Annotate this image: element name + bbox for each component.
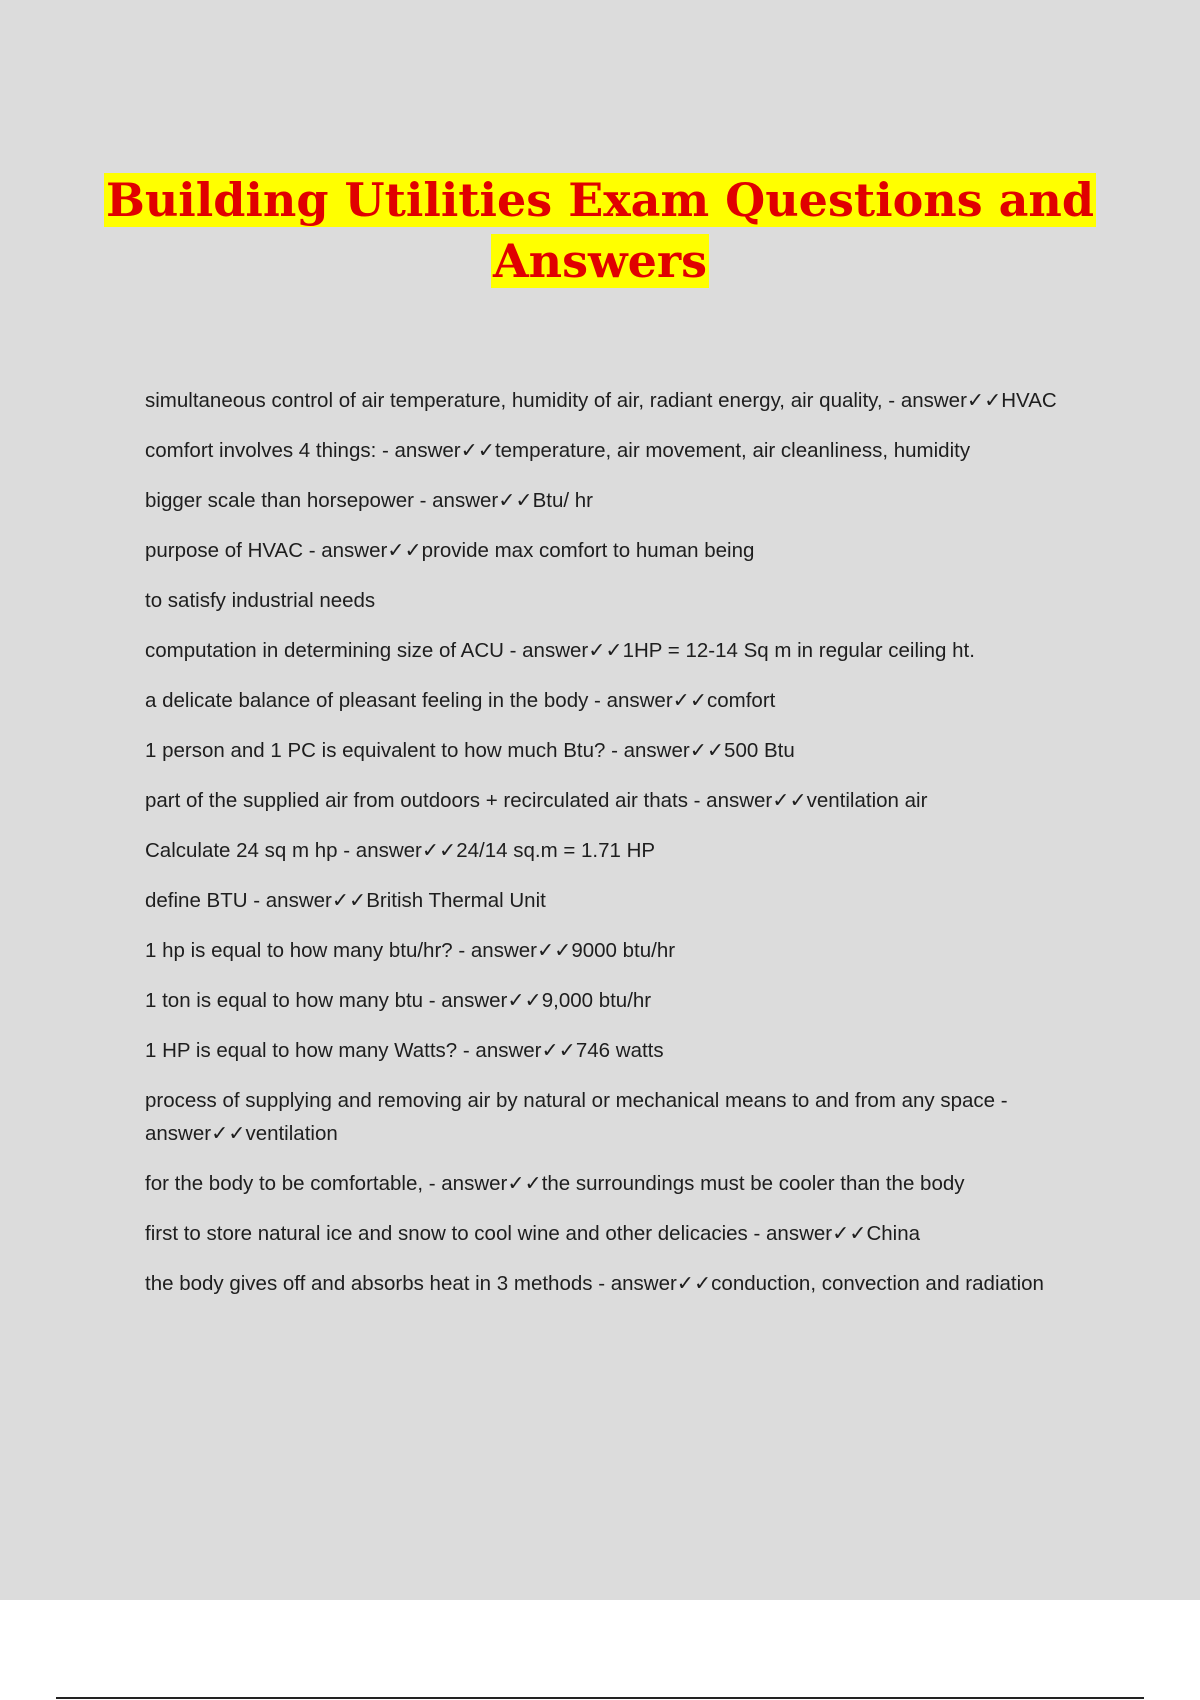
qa-item: Calculate 24 sq m hp - answer✓✓24/14 sq.m = 1.71 HP (145, 839, 656, 862)
title-line-2: Answers (492, 234, 708, 288)
title-line-1: Building Utilities Exam Questions and (105, 173, 1095, 227)
qa-item: 1 person and 1 PC is equivalent to how much Btu? - answer✓✓500 Btu (145, 739, 795, 762)
qa-list (145, 384, 1080, 1317)
qa-item: comfort involves 4 things: - answer✓✓temperature, air movement, air cleanliness, humidity (145, 439, 971, 462)
qa-item: first to store natural ice and snow to cool wine and other delicacies - answer✓✓China (145, 1222, 921, 1245)
qa-item: purpose of HVAC - answer✓✓provide max comfort to human being (145, 539, 755, 562)
qa-item: process of supplying and removing air by natural or mechanical means to and from any space - answer✓✓ventilation (145, 1089, 1008, 1145)
footer-divider (56, 1697, 1144, 1699)
qa-item: a delicate balance of pleasant feeling in the body - answer✓✓comfort (145, 689, 776, 712)
qa-item: 1 ton is equal to how many btu - answer✓✓9,000 btu/hr (145, 989, 652, 1012)
qa-item: define BTU - answer✓✓British Thermal Unit (145, 889, 546, 912)
qa-item: the body gives off and absorbs heat in 3 methods - answer✓✓conduction, convection and radiation (145, 1272, 1044, 1295)
qa-item: computation in determining size of ACU - answer✓✓1HP = 12-14 Sq m in regular ceiling ht. (145, 639, 975, 662)
page-title (0, 170, 1200, 292)
qa-item: 1 hp is equal to how many btu/hr? - answer✓✓9000 btu/hr (145, 939, 676, 962)
qa-item: part of the supplied air from outdoors + recirculated air thats - answer✓✓ventilation air (145, 789, 928, 812)
qa-item: bigger scale than horsepower - answer✓✓Btu/ hr (145, 489, 593, 512)
qa-item: simultaneous control of air temperature, humidity of air, radiant energy, air quality, - answer✓✓HVAC (145, 389, 1057, 412)
qa-item: 1 HP is equal to how many Watts? - answer✓✓746 watts (145, 1039, 664, 1062)
page-footer-area (0, 1600, 1200, 1700)
qa-item: to satisfy industrial needs (145, 589, 376, 612)
qa-item: for the body to be comfortable, - answer✓✓the surroundings must be cooler than the body (145, 1172, 965, 1195)
